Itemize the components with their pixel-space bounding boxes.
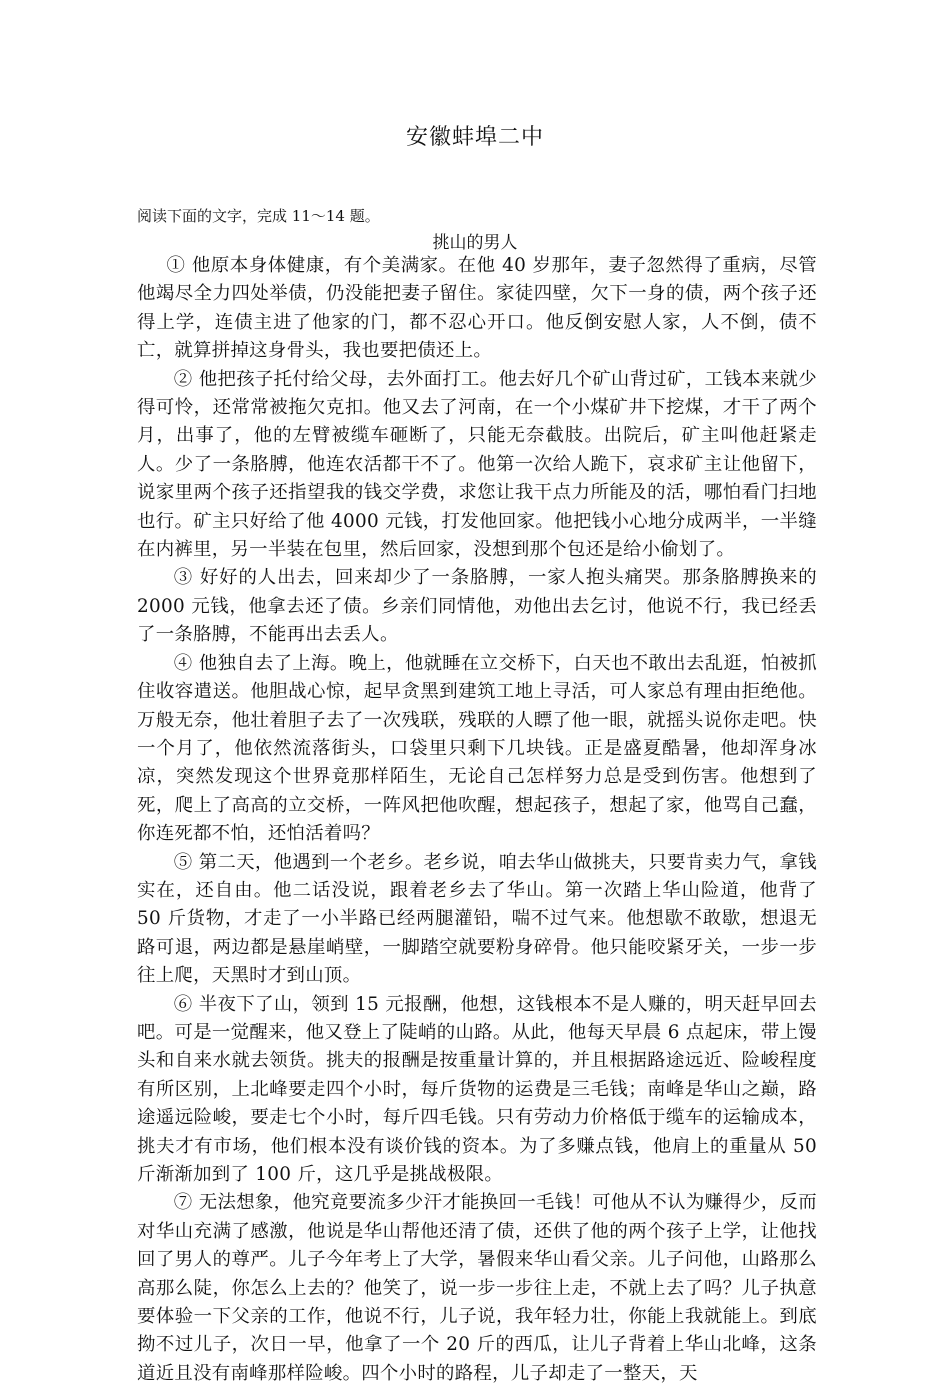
paragraph-3: ③ 好好的人出去，回来却少了一条胳膊，一家人抱头痛哭。那条胳膊换来的 2000 元钱，他拿去还了债。乡亲们同情他，劝他出去乞讨，他说不行，我已经丢了一条胳膊，不能再出去丢人。 [137, 567, 817, 646]
page-header-title: 安徽蚌埠二中 [405, 125, 544, 150]
paragraph-6: ⑥ 半夜下了山，领到 15 元报酬，他想，这钱根本不是人赚的，明天赶早回去吧。可是一觉醒来，他又登上了陡峭的山路。从此，他每天早晨 6 点起床，带上馒头和自来水就去领货。挑夫的报酬是按重量计算的，并且根据路途远近、险峻程度有所区别，上北峰要走四个小时，每斤货物的运费是三毛钱；南峰是华山之巅，路途遥远险峻，要走七个小时，每斤四毛钱。只有劳动力价格低于缆车的运输成本，挑夫才有市场，他们根本没有谈价钱的资本。为了多赚点钱，他肩上的重量从 50 斤渐渐加到了 100 斤，这几乎是挑战极限。 [137, 993, 817, 1185]
paragraph-2: ② 他把孩子托付给父母，去外面打工。他去好几个矿山背过矿，工钱本来就少得可怜，还常常被拖欠克扣。他又去了河南，在一个小煤矿井下挖煤，才干了两个月，出事了，他的左臂被缆车砸断了，只能无奈截肢。出院后，矿主叫他赶紧走人。少了一条胳膊，他连农活都干不了。他第一次给人跪下，哀求矿主让他留下，说家里两个孩子还指望我的钱交学费，求您让我干点力所能及的活，哪怕看门扫地也行。矿主只好给了他 4000 元钱，打发他回家。他把钱小心地分成两半，一半缝在内裤里，另一半装在包里，然后回家，没想到那个包还是给小偷划了。 [137, 368, 817, 561]
paragraph-5: ⑤ 第二天，他遇到一个老乡。老乡说，咱去华山做挑夫，只要肯卖力气，拿钱实在，还自由。他二话没说，跟着老乡去了华山。第一次踏上华山险道，他背了 50 斤货物，才走了一小半路已经两腿灌铅，喘不过气来。他想歇不敢歇，想退无路可退，两边都是悬崖峭壁，一脚踏空就要粉身碎骨。他只能咬紧牙关，一步一步往上爬，天黑时才到山顶。 [137, 851, 817, 987]
article-title: 挑山的男人 [432, 233, 518, 253]
paragraph-1: ① 他原本身体健康，有个美满家。在他 40 岁那年，妻子忽然得了重病，尽管他竭尽全力四处举债，仍没能把妻子留住。家徒四壁，欠下一身的债，两个孩子还得上学，连债主进了他家的门，都不忍心开口。他反倒安慰人家，人不倒，债不亡，就算拼掉这身骨头，我也要把债还上。 [137, 255, 817, 362]
article-body [137, 252, 817, 1388]
paragraph-4: ④ 他独自去了上海。晚上，他就睡在立交桥下，白天也不敢出去乱逛，怕被抓住收容遣送。他胆战心惊，起早贪黑到建筑工地上寻活，可人家总有理由拒绝他。万般无奈，他壮着胆子去了一次残联，残联的人瞟了他一眼，就摇头说你走吧。快一个月了，他依然流落街头，口袋里只剩下几块钱。正是盛夏酷暑，他却浑身冰凉，突然发现这个世界竟那样陌生，无论自己怎样努力总是受到伤害。他想到了死，爬上了高高的立交桥，一阵风把他吹醒，想起孩子，想起了家，他骂自己蠢，你连死都不怕，还怕活着吗？ [137, 652, 817, 845]
question-instruction: 阅读下面的文字，完成 11～14 题。 [137, 207, 380, 225]
paragraph-7: ⑦ 无法想象，他究竟要流多少汗才能换回一毛钱！可他从不认为赚得少，反而对华山充满了感激，他说是华山帮他还清了债，还供了他的两个孩子上学，让他找回了男人的尊严。儿子今年考上了大学，暑假来华山看父亲。儿子问他，山路那么高那么陡，你怎么上去的？他笑了，说一步一步往上走，不就上去了吗？儿子执意要体验一下父亲的工作，他说不行，儿子说，我年轻力壮，你能上我就能上。到底拗不过儿子，次日一早，他拿了一个 20 斤的西瓜，让儿子背着上华山北峰，这条道近且没有南峰那样险峻。四个小时的路程，儿子却走了一整天，天 [137, 1192, 817, 1384]
